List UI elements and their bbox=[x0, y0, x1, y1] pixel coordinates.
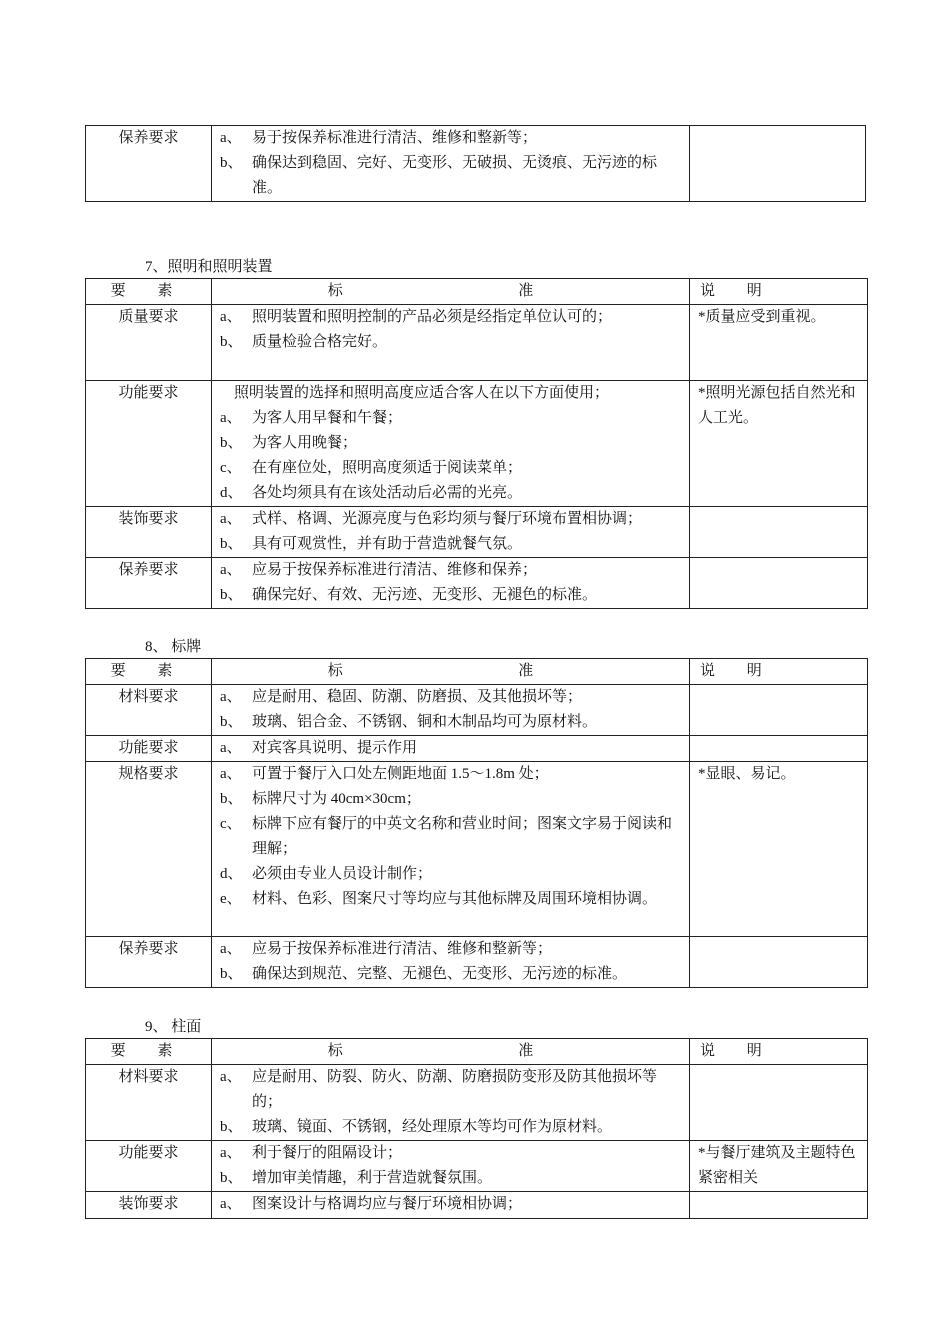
item-label: a、 bbox=[220, 130, 242, 146]
section-title: 7、照明和照明装置 bbox=[145, 259, 273, 275]
table-row bbox=[86, 381, 868, 507]
standard-item bbox=[220, 762, 681, 787]
item-text: 为客人用早餐和午餐； bbox=[252, 410, 403, 426]
row-standard bbox=[212, 1065, 690, 1141]
item-label: c、 bbox=[220, 460, 242, 476]
standard-item bbox=[220, 583, 681, 608]
item-text: 必须由专业人员设计制作； bbox=[252, 866, 433, 882]
header-element: 要 素 bbox=[86, 1039, 212, 1065]
item-label: d、 bbox=[220, 866, 243, 882]
row-note bbox=[690, 126, 866, 202]
standards-table bbox=[85, 1038, 868, 1219]
standard-item bbox=[220, 532, 681, 557]
table-row bbox=[86, 126, 866, 202]
item-label: b、 bbox=[220, 536, 243, 552]
row-note: *质量应受到重视。 bbox=[690, 305, 868, 381]
item-label: a、 bbox=[220, 766, 242, 782]
item-label: a、 bbox=[220, 941, 242, 957]
item-text: 可置于餐厅入口处左侧距地面 1.5～1.8m 处； bbox=[252, 766, 549, 782]
standard-intro: 照明装置的选择和照明高度应适合客人在以下方面使用； bbox=[234, 385, 610, 401]
item-text: 质量检验合格完好。 bbox=[252, 334, 388, 350]
item-text: 增加审美情趣，利于营造就餐氛围。 bbox=[252, 1170, 493, 1186]
header-standard-text bbox=[220, 279, 681, 304]
row-note bbox=[690, 1065, 868, 1141]
row-standard bbox=[212, 937, 690, 988]
item-text: 应易于按保养标准进行清洁、维修和整新等； bbox=[252, 941, 553, 957]
header-standard-text bbox=[220, 659, 681, 684]
table-row bbox=[86, 685, 868, 736]
header-standard-char: 准 bbox=[518, 283, 534, 299]
item-text: 确保完好、有效、无污迹、无变形、无褪色的标准。 bbox=[252, 587, 598, 603]
header-element: 要 素 bbox=[86, 279, 212, 305]
standards-table bbox=[85, 278, 868, 609]
item-label: d、 bbox=[220, 485, 243, 501]
item-label: a、 bbox=[220, 562, 242, 578]
item-text: 利于餐厅的阻隔设计； bbox=[252, 1145, 403, 1161]
row-element: 装饰要求 bbox=[86, 507, 212, 558]
header-note: 说 明 bbox=[690, 279, 868, 305]
table-row bbox=[86, 558, 868, 609]
item-label: b、 bbox=[220, 791, 243, 807]
row-note bbox=[690, 736, 868, 762]
standard-item bbox=[220, 1065, 681, 1115]
row-note: *照明光源包括自然光和人工光。 bbox=[690, 381, 868, 507]
row-element: 规格要求 bbox=[86, 762, 212, 937]
item-label: a、 bbox=[220, 1145, 242, 1161]
header-standard-char: 准 bbox=[518, 663, 534, 679]
standard-item bbox=[220, 1115, 681, 1140]
row-element: 保养要求 bbox=[86, 558, 212, 609]
item-label: a、 bbox=[220, 689, 242, 705]
row-standard bbox=[212, 685, 690, 736]
row-note bbox=[690, 1192, 868, 1219]
header-standard-char: 标 bbox=[327, 663, 343, 679]
standard-item bbox=[220, 431, 681, 456]
item-label: a、 bbox=[220, 1069, 242, 1085]
table-header-row bbox=[86, 659, 868, 685]
standard-item bbox=[220, 685, 681, 710]
header-standard bbox=[212, 279, 690, 305]
table-row bbox=[86, 507, 868, 558]
header-standard-char: 准 bbox=[518, 1043, 534, 1059]
table-row bbox=[86, 762, 868, 937]
header-standard bbox=[212, 659, 690, 685]
item-label: a、 bbox=[220, 1196, 242, 1212]
header-standard-text bbox=[220, 1039, 681, 1064]
standard-item bbox=[220, 507, 681, 532]
row-element: 保养要求 bbox=[86, 937, 212, 988]
item-label: a、 bbox=[220, 309, 242, 325]
row-note bbox=[690, 685, 868, 736]
table-header-row bbox=[86, 1039, 868, 1065]
standard-item bbox=[220, 151, 681, 201]
row-standard bbox=[212, 558, 690, 609]
item-label: a、 bbox=[220, 511, 242, 527]
standard-item bbox=[220, 1141, 681, 1166]
item-label: c、 bbox=[220, 816, 242, 832]
item-text: 对宾客具说明、提示作用 bbox=[252, 740, 418, 756]
row-element: 保养要求 bbox=[86, 126, 212, 202]
row-standard bbox=[212, 381, 690, 507]
row-standard bbox=[212, 1192, 690, 1219]
item-label: a、 bbox=[220, 410, 242, 426]
item-text: 确保达到规范、完整、无褪色、无变形、无污迹的标准。 bbox=[252, 966, 628, 982]
row-element: 材料要求 bbox=[86, 685, 212, 736]
item-text: 为客人用晚餐； bbox=[252, 435, 358, 451]
item-text: 式样、格调、光源亮度与色彩均须与餐厅环境布置相协调； bbox=[252, 511, 643, 527]
item-text: 标牌尺寸为 40cm×30cm； bbox=[252, 791, 421, 807]
standard-item bbox=[220, 126, 681, 151]
standard-item bbox=[220, 862, 681, 887]
standard-item bbox=[220, 406, 681, 431]
item-text: 材料、色彩、图案尺寸等均应与其他标牌及周围环境相协调。 bbox=[252, 891, 658, 907]
item-label: b、 bbox=[220, 155, 243, 171]
item-text: 玻璃、铝合金、不锈钢、铜和木制品均可为原材料。 bbox=[252, 714, 598, 730]
item-text: 易于按保养标准进行清洁、维修和整新等； bbox=[252, 130, 538, 146]
header-standard-char: 标 bbox=[327, 1043, 343, 1059]
row-standard bbox=[212, 736, 690, 762]
row-element: 材料要求 bbox=[86, 1065, 212, 1141]
section-title: 9、 柱面 bbox=[145, 1019, 202, 1035]
item-label: b、 bbox=[220, 714, 243, 730]
table-row bbox=[86, 736, 868, 762]
row-standard bbox=[212, 1141, 690, 1192]
item-label: b、 bbox=[220, 966, 243, 982]
standard-item bbox=[220, 937, 681, 962]
row-standard bbox=[212, 507, 690, 558]
item-text: 具有可观赏性，并有助于营造就餐气氛。 bbox=[252, 536, 523, 552]
item-text: 应是耐用、稳固、防潮、防磨损、及其他损坏等； bbox=[252, 689, 583, 705]
item-label: a、 bbox=[220, 740, 242, 756]
header-element: 要 素 bbox=[86, 659, 212, 685]
item-text: 确保达到稳固、完好、无变形、无破损、无烫痕、无污迹的标准。 bbox=[252, 155, 658, 196]
standard-item bbox=[220, 787, 681, 812]
item-text: 标牌下应有餐厅的中英文名称和营业时间；图案文字易于阅读和理解； bbox=[252, 816, 673, 857]
item-text: 各处均须具有在该处活动后必需的光亮。 bbox=[252, 485, 523, 501]
header-note: 说 明 bbox=[690, 659, 868, 685]
item-text: 图案设计与格调均应与餐厅环境相协调； bbox=[252, 1196, 523, 1212]
item-text: 应是耐用、防裂、防火、防潮、防磨损防变形及防其他损坏等的； bbox=[252, 1069, 658, 1110]
standard-item bbox=[220, 481, 681, 506]
header-standard-char: 标 bbox=[327, 283, 343, 299]
standard-item bbox=[220, 736, 681, 761]
item-text: 在有座位处，照明高度须适于阅读菜单； bbox=[252, 460, 523, 476]
standard-item bbox=[220, 305, 681, 330]
row-element: 功能要求 bbox=[86, 1141, 212, 1192]
item-text: 玻璃、镜面、不锈钢，经处理原木等均可作为原材料。 bbox=[252, 1119, 613, 1135]
section-title: 8、 标牌 bbox=[145, 639, 202, 655]
row-note: *显眼、易记。 bbox=[690, 762, 868, 937]
item-label: b、 bbox=[220, 1119, 243, 1135]
standards-table bbox=[85, 125, 866, 202]
row-note bbox=[690, 507, 868, 558]
table-row bbox=[86, 1065, 868, 1141]
item-text: 照明装置和照明控制的产品必须是经指定单位认可的； bbox=[252, 309, 613, 325]
item-label: b、 bbox=[220, 1170, 243, 1186]
item-label: e、 bbox=[220, 891, 242, 907]
standard-item bbox=[220, 330, 681, 355]
table-row bbox=[86, 937, 868, 988]
row-standard bbox=[212, 305, 690, 381]
item-text: 应易于按保养标准进行清洁、维修和保养； bbox=[252, 562, 538, 578]
header-standard bbox=[212, 1039, 690, 1065]
table-row bbox=[86, 1192, 868, 1219]
standards-table bbox=[85, 658, 868, 988]
row-element: 功能要求 bbox=[86, 381, 212, 507]
row-standard bbox=[212, 126, 690, 202]
standard-item bbox=[220, 1192, 681, 1217]
header-note: 说 明 bbox=[690, 1039, 868, 1065]
row-standard bbox=[212, 762, 690, 937]
table-header-row bbox=[86, 279, 868, 305]
item-label: b、 bbox=[220, 334, 243, 350]
row-note bbox=[690, 558, 868, 609]
row-note bbox=[690, 937, 868, 988]
row-element: 质量要求 bbox=[86, 305, 212, 381]
row-element: 功能要求 bbox=[86, 736, 212, 762]
standard-item bbox=[220, 558, 681, 583]
standard-item bbox=[220, 710, 681, 735]
table-row bbox=[86, 1141, 868, 1192]
standard-item bbox=[220, 812, 681, 862]
item-label: b、 bbox=[220, 435, 243, 451]
item-label: b、 bbox=[220, 587, 243, 603]
standard-item bbox=[220, 887, 681, 912]
row-element: 装饰要求 bbox=[86, 1192, 212, 1219]
row-note: *与餐厅建筑及主题特色紧密相关 bbox=[690, 1141, 868, 1192]
standard-item bbox=[220, 962, 681, 987]
table-row bbox=[86, 305, 868, 381]
standard-item bbox=[220, 456, 681, 481]
standard-item bbox=[220, 1166, 681, 1191]
